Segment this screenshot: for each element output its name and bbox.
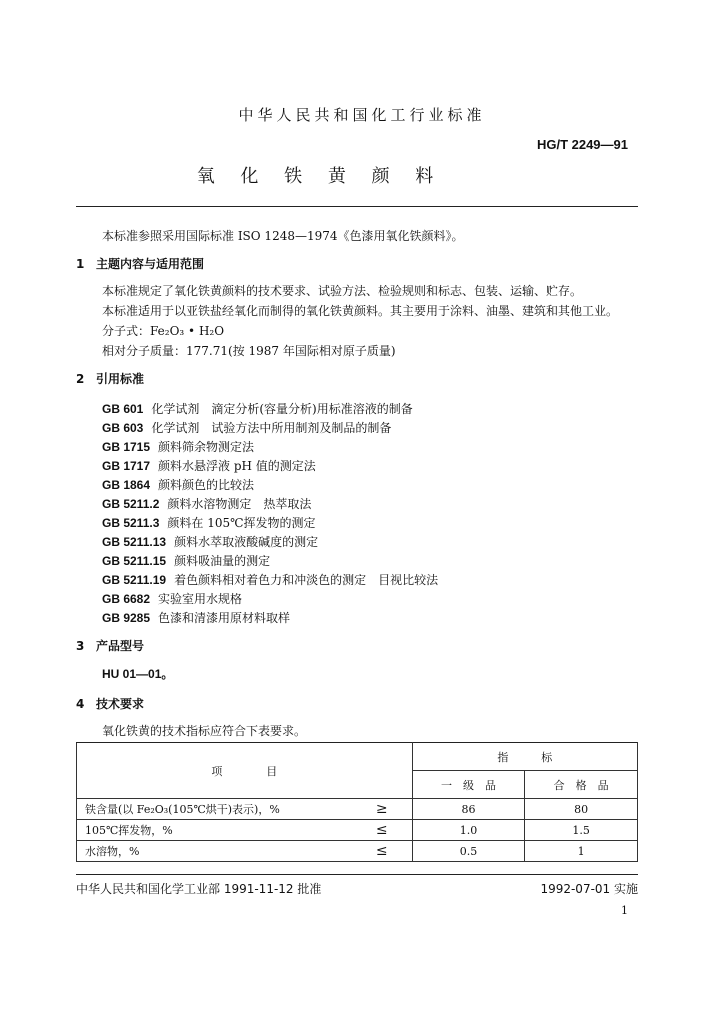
reference-code: GB 9285 [102,611,151,625]
reference-code: GB 5211.13 [102,535,167,549]
approval-line: 中华人民共和国化学工业部 1991-11-12 批准 [76,882,322,896]
reference-code: GB 5211.15 [102,554,167,568]
reference-code: GB 1864 [102,478,151,492]
reference-title: 实验室用水规格 [158,592,243,606]
reference-code: GB 6682 [102,592,151,606]
row-grade-1: 86 [412,799,525,820]
reference-item [102,419,391,436]
molecular-formula: 分子式：Fe₂O₃ • H₂O [102,324,225,338]
reference-title: 颜料筛余物测定法 [158,440,255,454]
row-item: 铁含量(以 Fe₂O₃(105℃烘干)表示)，% [77,799,352,820]
reference-title: 着色颜料相对着色力和冲淡色的测定 目视比较法 [174,573,439,587]
reference-title: 颜料水萃取液酸碱度的测定 [174,535,319,549]
reference-item [102,609,290,626]
reference-code: GB 603 [102,421,144,435]
row-grade-1: 1.0 [412,820,525,841]
grade-2-header: 合 格 品 [525,771,638,799]
section-2-title: 引用标准 [96,372,145,386]
row-grade-2: 1.5 [525,820,638,841]
row-symbol: ≤ [352,841,412,862]
table-header-row [77,743,638,771]
implementation-date: 1992-07-01 实施 [540,882,638,896]
reference-title: 化学试剂 试验方法中所用制剂及制品的制备 [151,421,392,435]
row-item: 水溶物，% [77,841,352,862]
document-title: 氧 化 铁 黄 颜 料 [196,166,444,187]
reference-item [102,533,318,550]
molecular-weight: 相对分子质量：177.71(按 1987 年国际相对原子质量) [102,344,396,358]
product-model [102,665,181,682]
section-2-heading [76,370,144,387]
section-4-heading [76,695,144,712]
reference-code: GB 5211.2 [102,497,160,511]
spec-table [76,742,638,862]
reference-title: 颜料水悬浮液 pH 值的测定法 [158,459,316,473]
standard-code: HG/T 2249—91 [536,137,628,152]
reference-item [102,514,316,531]
grade-1-header: 一 级 品 [412,771,525,799]
footer-rule [76,874,638,875]
section-1-title: 主题内容与适用范围 [96,257,205,271]
product-model-value: HU 01—01。 [102,667,174,681]
section-4-title: 技术要求 [96,697,145,711]
header-rule [76,206,638,207]
reference-code: GB 5211.19 [102,573,167,587]
reference-item [102,438,254,455]
reference-item [102,571,438,588]
reference-item [102,476,254,493]
row-grade-1: 0.5 [412,841,525,862]
table-row [77,841,638,862]
row-symbol: ≤ [352,820,412,841]
table-row [77,799,638,820]
intro-paragraph: 本标准参照采用国际标准 ISO 1248—1974《色漆用氧化铁颜料》。 [102,229,464,243]
reference-code: GB 1715 [102,440,151,454]
row-symbol: ≥ [352,799,412,820]
section-4-number: 4 [76,697,85,711]
reference-item [102,457,316,474]
section-3-heading [76,637,144,654]
reference-title: 颜料水溶物测定 热萃取法 [167,497,312,511]
section-1-paragraph-1: 本标准规定了氧化铁黄颜料的技术要求、试验方法、检验规则和标志、包装、运输、贮存。 [102,284,583,298]
reference-title: 化学试剂 滴定分析(容量分析)用标准溶液的制备 [151,402,413,416]
section-3-title: 产品型号 [96,639,145,653]
reference-item [102,400,413,417]
reference-code: GB 5211.3 [102,516,160,530]
row-item: 105℃挥发物，% [77,820,352,841]
reference-item [102,590,242,607]
reference-code: GB 1717 [102,459,151,473]
table-row [77,820,638,841]
section-2-number: 2 [76,372,85,386]
reference-title: 颜料在 105℃挥发物的测定 [167,516,316,530]
reference-item [102,495,311,512]
row-grade-2: 80 [525,799,638,820]
index-header: 指 标 [412,743,637,771]
reference-title: 颜料吸油量的测定 [174,554,271,568]
standard-title: 中华人民共和国化工行业标准 [238,106,486,124]
section-1-heading [76,255,204,272]
page-number: 1 [621,904,628,917]
row-grade-2: 1 [525,841,638,862]
section-3-number: 3 [76,639,85,653]
reference-item [102,552,270,569]
reference-title: 色漆和清漆用原材料取样 [158,611,291,625]
section-4-paragraph: 氧化铁黄的技术指标应符合下表要求。 [102,724,307,738]
section-1-number: 1 [76,257,85,271]
reference-code: GB 601 [102,402,144,416]
reference-title: 颜料颜色的比较法 [158,478,255,492]
item-header: 项 目 [77,743,413,799]
section-1-paragraph-2: 本标准适用于以亚铁盐经氧化而制得的氧化铁黄颜料。其主要用于涂料、油墨、建筑和其他工业。 [102,304,619,318]
